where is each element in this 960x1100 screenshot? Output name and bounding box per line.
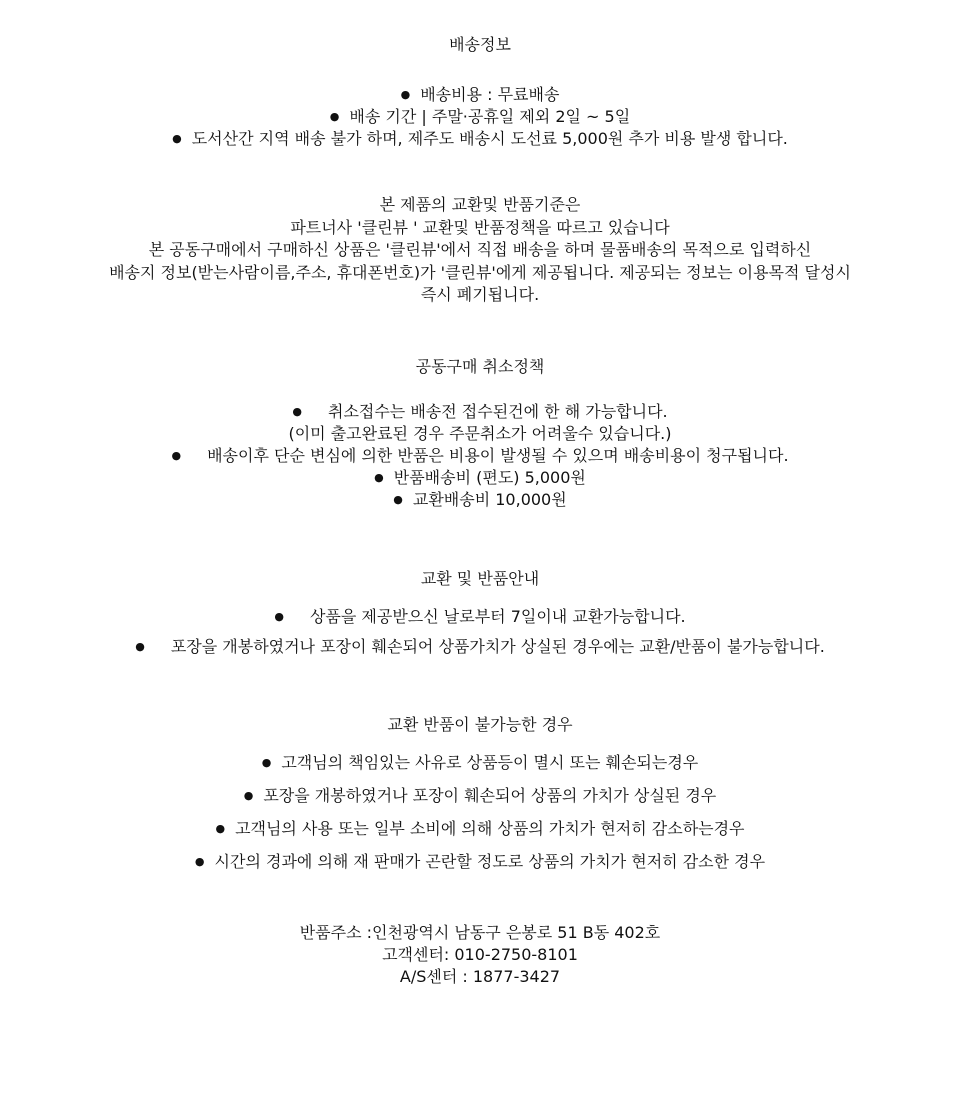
policy-line-4: 배송지 정보(받는사람이름,주소, 휴대폰번호)가 '클린뷰'에게 제공됩니다. 제공되는 정보는 이용목적 달성시 [109, 262, 851, 282]
exchange-guide-section [0, 568, 960, 662]
non-returnable-item-2: ● 포장을 개봉하였거나 포장이 훼손되어 상품의 가치가 상실된 경우 [0, 779, 960, 812]
policy-line-3: 본 공동구매에서 구매하신 상품은 '클린뷰'에서 직접 배송을 하며 물품배송의 목적으로 입력하신 [148, 240, 812, 259]
policy-line-1: 본 제품의 교환및 반품기준은 [379, 195, 581, 214]
exchange-guide-title: 교환 및 반품안내 [420, 569, 540, 588]
return-address: 반품주소 :인천광역시 남동구 은봉로 51 B동 402호 [299, 923, 661, 942]
exchange-item-2: ● 포장을 개봉하였거나 포장이 훼손되어 상품가치가 상실된 경우에는 교환/반품이 불가능합니다. [0, 632, 960, 662]
contact-section [0, 922, 960, 988]
exchange-item-1: ● 상품을 제공받으신 날로부터 7일이내 교환가능합니다. [0, 602, 960, 632]
policy-line-5: 즉시 폐기됩니다. [420, 285, 540, 304]
shipping-remote-notice: ● 도서산간 지역 배송 불가 하며, 제주도 배송시 도선료 5,000원 추가 비용 발생 합니다. [0, 128, 960, 150]
cancel-item-4: ● 교환배송비 10,000원 [0, 489, 960, 511]
non-returnable-item-3: ● 고객님의 사용 또는 일부 소비에 의해 상품의 가치가 현저히 감소하는경우 [0, 812, 960, 845]
policy-line-2: 파트너사 '클린뷰 ' 교환및 반품정책을 따르고 있습니다 [290, 217, 670, 237]
shipping-section [0, 34, 960, 150]
non-returnable-section [0, 714, 960, 878]
cancel-policy-section [0, 356, 960, 511]
policy-section [0, 194, 960, 307]
as-center-phone: A/S센터 : 1877-3427 [399, 967, 561, 986]
shipping-cost: ● 배송비용 : 무료배송 [0, 84, 960, 106]
non-returnable-item-4: ● 시간의 경과에 의해 재 판매가 곤란할 정도로 상품의 가치가 현저히 감소한 경우 [0, 845, 960, 878]
non-returnable-item-1: ● 고객님의 책임있는 사유로 상품등이 멸시 또는 훼손되는경우 [0, 746, 960, 779]
customer-center-phone: 고객센터: 010-2750-8101 [382, 945, 578, 964]
cancel-policy-title: 공동구매 취소정책 [415, 357, 545, 376]
cancel-item-1-note: (이미 출고완료된 경우 주문취소가 어려울수 있습니다.) [288, 424, 672, 443]
shipping-title: 배송정보 [449, 35, 511, 54]
cancel-item-1: ● 취소접수는 배송전 접수된건에 한 해 가능합니다. [0, 401, 960, 423]
shipping-period: ● 배송 기간 | 주말·공휴일 제외 2일 ~ 5일 [0, 106, 960, 128]
cancel-item-2: ● 배송이후 단순 변심에 의한 반품은 비용이 발생될 수 있으며 배송비용이 청구됩니다. [0, 445, 960, 467]
non-returnable-title: 교환 반품이 불가능한 경우 [387, 715, 573, 734]
cancel-item-3: ● 반품배송비 (편도) 5,000원 [0, 467, 960, 489]
